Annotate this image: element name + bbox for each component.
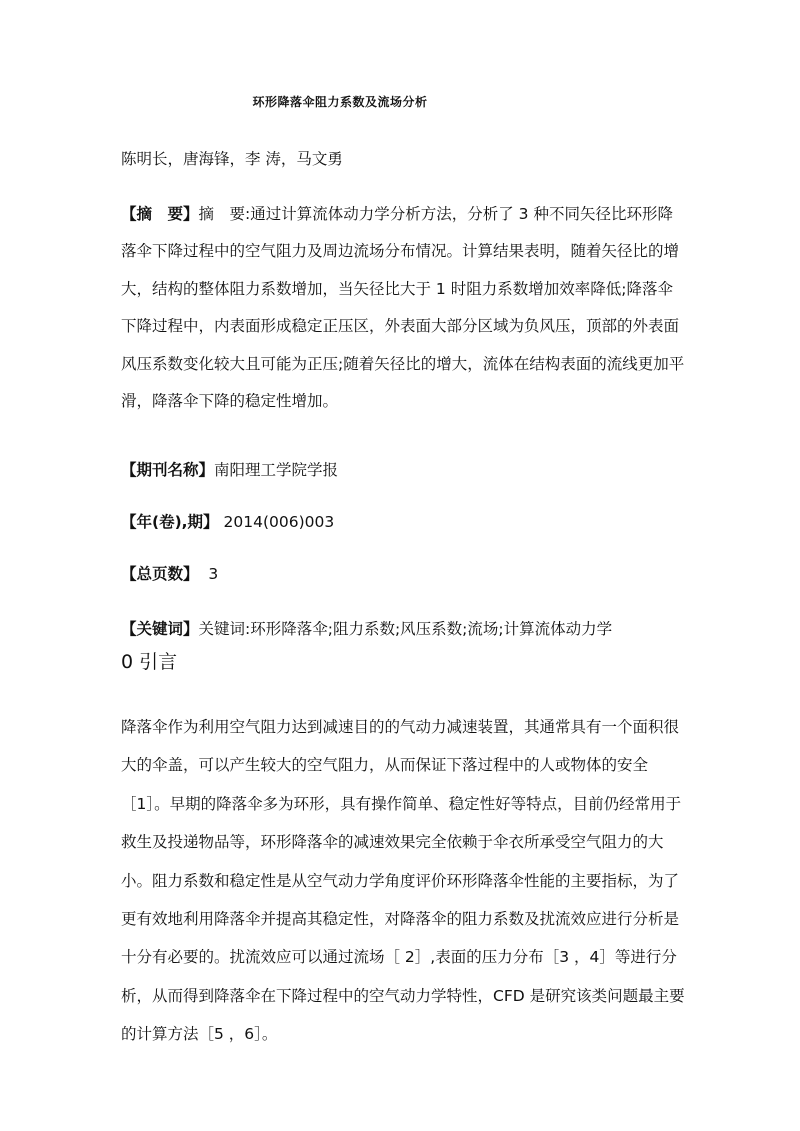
journal-row (121, 458, 338, 480)
section-heading: 0 引言 (121, 651, 178, 673)
body-paragraph: 降落伞作为利用空气阻力达到减速目的的气动力减速装置，其通常具有一个面积很大的伞盖，可以产生较大的空气阻力，从而保证下落过程中的人或物体的安全［1］。早期的降落伞多为环形，具有操作简单、稳定性好等特点，目前仍经常用于救生及投递物品等，环形降落伞的减速效果完全依赖于伞衣所承受空气阻力的大小。阻力系数和稳定性是从空气动力学角度评价环形降落伞性能的主要指标，为了更有效地利用降落伞并提高其稳定性，对降落伞的阻力系数及扰流效应进行分析是十分有必要的。扰流效应可以通过流场［ 2］,表面的压力分布［3 ，4］等进行分析，从而得到降落伞在下降过程中的空气动力学特性，CFD 是研究该类问题最主要的计算方法［5 ，6］。 (121, 718, 685, 1044)
abstract-text: 摘 要:通过计算流体动力学分析方法，分析了 3 种不同矢径比环形降落伞下降过程中的空气阻力及周边流场分布情况。计算结果表明，随着矢径比的增大，结构的整体阻力系数增加，当矢径比大于 1 时阻力系数增加效率降低;降落伞下降过程中，内表面形成稳定正压区，外表面大部分区域为负风压，顶部的外表面风压系数变化较大且可能为正压;随着矢径比的增大，流体在结构表面的流线更加平滑，降落伞下降的稳定性增加。 (121, 205, 685, 411)
keywords-row (121, 617, 612, 639)
abstract (121, 196, 686, 420)
journal-tag: 【期刊名称】 (121, 461, 215, 479)
paper-title: 环形降落伞阻力系数及流场分析 (252, 95, 428, 109)
issue-tag: 【年(卷),期】 (121, 513, 219, 531)
pages-value: 3 (208, 565, 219, 583)
journal-name: 南阳理工学院学报 (214, 461, 339, 479)
author-list: 陈明长，唐海锋，李 涛，马文勇 (121, 150, 343, 168)
keywords-value: 关键词:环形降落伞;阻力系数;风压系数;流场;计算流体动力学 (198, 620, 613, 638)
pages-tag: 【总页数】 (121, 565, 199, 583)
pages-row (121, 562, 218, 584)
abstract-tag: 【摘 要】 (121, 205, 199, 223)
issue-value: 2014(006)003 (223, 513, 335, 531)
keywords-tag: 【关键词】 (121, 620, 199, 638)
issue-row (121, 510, 334, 532)
